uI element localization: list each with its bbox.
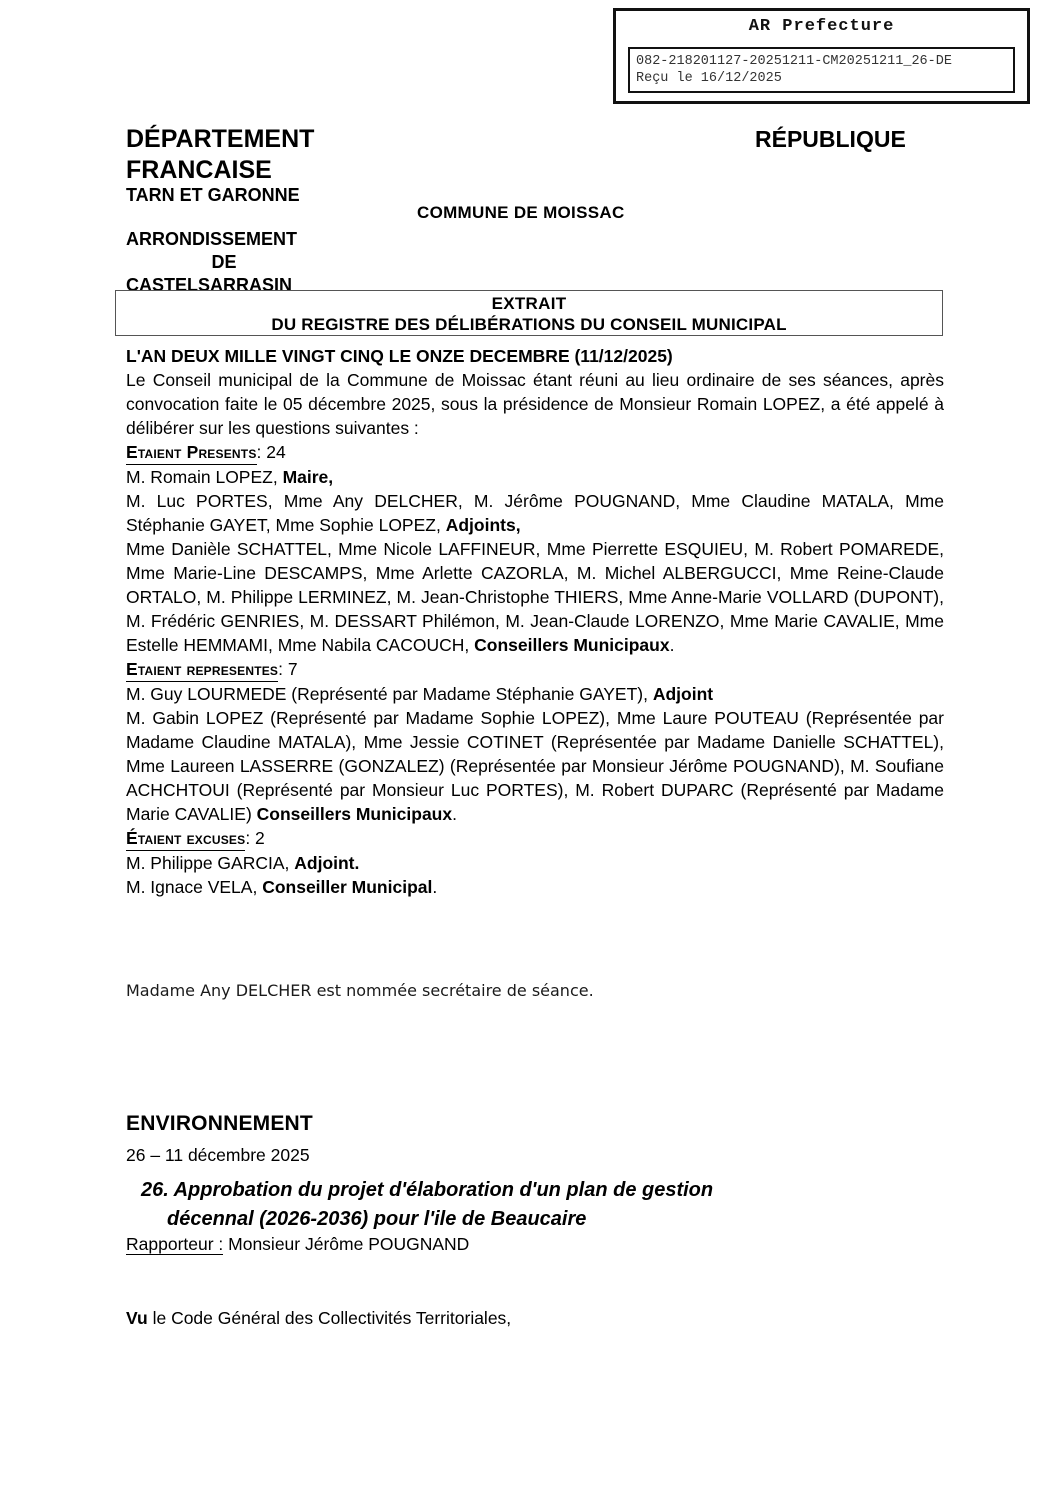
represented-rest-end: . (452, 804, 457, 824)
section-date: 26 – 11 décembre 2025 (126, 1145, 310, 1165)
presents-adjoints-names: M. Luc PORTES, Mme Any DELCHER, M. Jérôme POUGNAND, Mme Claudine MATALA, Mme Stéphanie GAYET, Mme Sophie LOPEZ, (126, 491, 944, 535)
represented-rest-line (126, 706, 944, 826)
represented-first-name: M. Guy LOURMEDE (Représenté par Madame Stéphanie GAYET), (126, 684, 653, 704)
represented-label: Etaient representes (126, 657, 278, 682)
presents-count: : 24 (256, 442, 286, 462)
presents-conseillers-line (126, 537, 944, 657)
vu-clause (126, 1306, 944, 1330)
ar-prefecture-details (628, 47, 1015, 93)
presents-conseillers-names: Mme Danièle SCHATTEL, Mme Nicole LAFFINEUR, Mme Pierrette ESQUIEU, M. Robert POMAREDE, Mme Marie-Line DESCAMPS, Mme Arlette CAZORLA, M. Michel ALBERGUCCI, Mme Reine-Claude ORTALO, M. Philippe LERMINEZ, M. Jean-Christophe THIERS, Mme Anne-Marie VOLLARD (DUPONT), M. Frédéric GENRIES, M. DESSART Philémon, M. Jean-Claude LORENZO, Mme Marie CAVALIE, Mme Estelle HEMMAMI, Mme Nabila CACOUCH, (126, 539, 944, 655)
department-heading (126, 124, 314, 186)
presents-maire-line (126, 465, 944, 489)
extrait-subtitle: DU REGISTRE DES DÉLIBÉRATIONS DU CONSEIL MUNICIPAL (271, 315, 787, 334)
arrondissement-line-3: CASTELSARRASIN (126, 275, 293, 295)
republique-heading: RÉPUBLIQUE (755, 126, 906, 152)
deliberation-title (141, 1176, 944, 1234)
rapporteur-label: Rapporteur : (126, 1234, 224, 1254)
vu-text: le Code Général des Collectivités Territoriales, (147, 1308, 512, 1328)
excused-person-1-role: Adjoint. (294, 853, 360, 873)
ar-prefecture-stamp (613, 8, 1030, 104)
ar-prefecture-title: AR Prefecture (748, 17, 895, 36)
presents-heading (126, 440, 944, 465)
represented-count: : 7 (278, 659, 298, 679)
excused-person-2-name: M. Ignace VELA, (126, 877, 263, 897)
section-title-environnement: ENVIRONNEMENT (126, 1112, 313, 1135)
deliberation-title-line-2: décennal (2026-2036) pour l'ile de Beaucaire (167, 1208, 587, 1230)
excused-count: : 2 (245, 828, 265, 848)
represented-rest-names: M. Gabin LOPEZ (Représenté par Madame Sophie LOPEZ), Mme Laure POUTEAU (Représentée par Madame Claudine MATALA), Mme Jessie COTINET (Représentée par Madame Danielle SCHATTEL), Mme Laureen LASSERRE (GONZALEZ) (Représentée par Monsieur Jérôme POUGNAND), M. Soufiane ACHCHTOUI (Représenté par Monsieur Luc PORTES), M. Robert DUPARC (Représenté par Madame Marie CAVALIE) (126, 708, 944, 824)
represented-rest-role: Conseillers Municipaux (256, 804, 453, 824)
ar-prefecture-reference: 082-218201127-20251211-CM20251211_26-DE (636, 54, 952, 69)
extrait-title: EXTRAIT (491, 294, 567, 313)
department-line-2: FRANCAISE (126, 156, 272, 184)
secretary-line: Madame Any DELCHER est nommée secrétaire de séance. (126, 981, 594, 1000)
represented-first-line (126, 682, 944, 706)
commune-label: COMMUNE DE MOISSAC (417, 203, 625, 222)
excused-person-2-end: . (432, 877, 438, 897)
arrondissement-block (126, 228, 322, 297)
presents-adjoints-line (126, 489, 944, 537)
arrondissement-line-1: ARRONDISSEMENT (126, 229, 298, 249)
ar-prefecture-received-date: Reçu le 16/12/2025 (636, 71, 782, 86)
excused-person-2 (126, 875, 944, 899)
department-line-1: DÉPARTEMENT (126, 125, 315, 153)
rapporteur-name: Monsieur Jérôme POUGNAND (223, 1234, 470, 1254)
vu-prefix: Vu (126, 1308, 148, 1328)
arrondissement-line-2: DE (211, 252, 237, 272)
tarn-et-garonne-label: TARN ET GARONNE (126, 185, 300, 205)
presents-conseillers-role: Conseillers Municipaux (474, 635, 670, 655)
extrait-box (115, 290, 943, 336)
represented-heading (126, 657, 944, 682)
excused-person-1-name: M. Philippe GARCIA, (126, 853, 295, 873)
presents-adjoints-role: Adjoints, (445, 515, 521, 535)
excused-label: Étaient excuses (126, 826, 245, 851)
deliberation-title-line-1: 26. Approbation du projet d'élaboration d'un plan de gestion (141, 1179, 714, 1201)
represented-first-role: Adjoint (652, 684, 714, 704)
presents-maire-name: M. Romain LOPEZ, (126, 467, 283, 487)
excused-person-2-role: Conseiller Municipal (262, 877, 433, 897)
presents-conseillers-end: . (669, 635, 675, 655)
presents-label: Etaient Presents (126, 440, 257, 465)
excused-person-1 (126, 851, 944, 875)
excused-heading (126, 826, 944, 851)
session-date-heading: L'AN DEUX MILLE VINGT CINQ LE ONZE DECEMBRE (11/12/2025) (126, 346, 673, 366)
rapporteur-line (126, 1232, 469, 1256)
presents-maire-role: Maire, (282, 467, 334, 487)
convocation-paragraph: Le Conseil municipal de la Commune de Moissac étant réuni au lieu ordinaire de ses séances, après convocation faite le 05 décembre 2025, sous la présidence de Monsieur Romain LOPEZ, a été appelé à délibérer sur les questions suivantes : (126, 370, 944, 438)
deliberation-body (126, 344, 944, 899)
